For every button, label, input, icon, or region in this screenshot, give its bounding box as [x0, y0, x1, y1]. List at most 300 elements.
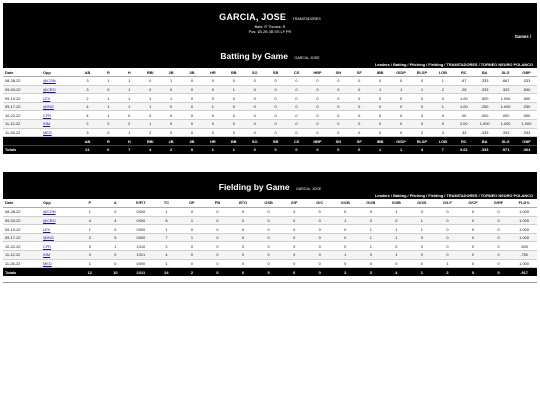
totals-cell: 0 [328, 145, 349, 154]
table-cell: 1.000 [511, 225, 537, 234]
table-cell: 0 [179, 208, 205, 217]
table-cell: 1 [119, 102, 140, 111]
fielding-column-header[interactable]: BTO [230, 199, 256, 208]
batting-footer-label: SH [328, 137, 349, 146]
table-cell: .500 [511, 242, 537, 251]
table-cell: .67 [453, 77, 474, 86]
table-cell: 0 [223, 120, 244, 129]
table-cell: 0 [244, 102, 265, 111]
table-row [3, 259, 537, 268]
table-cell: 0 [349, 128, 370, 137]
batting-footer-label: BA [474, 137, 495, 146]
table-cell: 0 [307, 77, 328, 86]
fielding-column-header[interactable]: G/RF [486, 199, 512, 208]
table-cell: 0 [205, 233, 231, 242]
table-cell: 0 [460, 242, 486, 251]
table-cell: 0 [349, 85, 370, 94]
table-cell [41, 94, 77, 103]
table-cell: 1 [358, 242, 384, 251]
table-cell [41, 128, 77, 137]
opponent-link[interactable]: @CON [43, 209, 56, 215]
table-cell: 0 [205, 208, 231, 217]
bottom-divider [3, 282, 537, 283]
totals-cell: 21 [77, 145, 98, 154]
batting-title: Batting by Game [220, 51, 288, 61]
fielding-section-header [3, 172, 537, 190]
opponent-link[interactable]: LEV [43, 226, 51, 232]
table-cell: 0 [486, 233, 512, 242]
totals-blank-cell [41, 145, 77, 154]
games-link[interactable]: Games / [3, 33, 537, 41]
table-cell: 2 [77, 94, 98, 103]
totals-cell: 2 [435, 268, 461, 277]
table-cell: 0 [223, 111, 244, 120]
opponent-link[interactable]: CFR [43, 112, 51, 118]
table-cell: 1 [384, 251, 410, 260]
table-cell: .750 [511, 251, 537, 260]
table-cell: 0 [460, 233, 486, 242]
table-cell: 1 [179, 216, 205, 225]
table-cell: 1.000 [495, 120, 516, 129]
table-cell: .333 [495, 85, 516, 94]
table-cell: 0 [435, 225, 461, 234]
table-cell: 0 [307, 242, 333, 251]
table-cell: 2 [98, 120, 119, 129]
totals-cell: 24 [154, 268, 180, 277]
table-cell: 7 [154, 233, 180, 242]
fielding-column-header[interactable]: G/CF [460, 199, 486, 208]
table-cell: 5 [103, 233, 129, 242]
table-cell: 0 [205, 225, 231, 234]
fielding-column-header[interactable]: TC [154, 199, 180, 208]
table-cell: 1 [140, 120, 161, 129]
table-cell: 0 [409, 259, 435, 268]
table-cell: 1 [98, 77, 119, 86]
table-cell: 0 [370, 77, 391, 86]
table-cell: 11-26-22 [3, 128, 41, 137]
table-cell: 0 [370, 111, 391, 120]
table-cell: 0 [307, 120, 328, 129]
fielding-column-header[interactable]: A [103, 199, 129, 208]
table-cell: 2.00 [453, 120, 474, 129]
table-cell: .000 [516, 111, 537, 120]
batting-nav[interactable]: Leaders / Batting / Pitching / Fielding / TRAMITADORES / TORNEO NEURO POLANCO [3, 59, 537, 68]
table-cell: 0 [412, 77, 433, 86]
table-cell: 0 [256, 233, 282, 242]
fielding-column-header[interactable]: OSB [256, 199, 282, 208]
table-cell: 0 [182, 85, 203, 94]
table-cell: 3 [77, 85, 98, 94]
fielding-column-header[interactable]: G/SS [409, 199, 435, 208]
table-cell: 0 [230, 225, 256, 234]
fielding-body [3, 208, 537, 268]
table-cell: .500 [474, 94, 495, 103]
table-cell: 0 [286, 102, 307, 111]
batting-footer-label: 2B [161, 137, 182, 146]
table-cell: 1 [432, 77, 453, 86]
totals-cell: 0 [244, 145, 265, 154]
table-cell: 0 [230, 251, 256, 260]
totals-cell: 0 [230, 268, 256, 277]
batting-column-header[interactable]: Date [3, 68, 41, 77]
table-cell: 1 [154, 225, 180, 234]
table-cell: 0 [486, 216, 512, 225]
table-cell: 0 [409, 208, 435, 217]
table-cell: 0 [328, 94, 349, 103]
table-cell [41, 111, 77, 120]
fielding-column-header[interactable]: G/LF [435, 199, 461, 208]
table-cell: 0 [286, 94, 307, 103]
fielding-subtitle: GARCIA, JOSE [296, 186, 322, 191]
player-bats-throws: Bats: R Throws: R [254, 25, 286, 29]
opponent-link[interactable]: CFR [43, 243, 51, 249]
table-cell: 0 [230, 242, 256, 251]
table-cell: 0 [77, 242, 103, 251]
table-cell: 4 [154, 251, 180, 260]
table-cell: 0 [307, 128, 328, 137]
table-cell: 0 [244, 111, 265, 120]
opponent-link[interactable]: MED [43, 260, 52, 266]
batting-header-row [3, 68, 537, 77]
table-cell: 1 [140, 102, 161, 111]
fielding-column-header[interactable]: E/F/T [128, 199, 154, 208]
table-row [3, 128, 537, 137]
table-cell: 0 [182, 77, 203, 86]
batting-column-header[interactable]: GIDP [391, 68, 412, 77]
table-cell: 1 [358, 225, 384, 234]
table-cell: 0 [202, 94, 223, 103]
table-cell: 0/0/0 [128, 259, 154, 268]
table-cell: 0 [358, 216, 384, 225]
totals-cell: 10 [103, 268, 129, 277]
table-row [3, 216, 537, 225]
totals-cell: 3 [358, 268, 384, 277]
table-cell: 0 [349, 120, 370, 129]
batting-footer-label [3, 137, 41, 146]
table-cell: 1.000 [516, 120, 537, 129]
table-cell: 0 [486, 251, 512, 260]
table-cell: 0 [103, 208, 129, 217]
table-cell [41, 216, 77, 225]
batting-footer-label: HR [202, 137, 223, 146]
table-row [3, 77, 537, 86]
table-cell: 0 [307, 225, 333, 234]
table-cell: 0 [435, 242, 461, 251]
fielding-column-header[interactable]: G/C [307, 199, 333, 208]
table-cell: 0 [202, 120, 223, 129]
table-cell: 0 [265, 128, 286, 137]
table-cell: 1 [384, 233, 410, 242]
table-cell: 0 [432, 94, 453, 103]
table-cell: 0 [179, 259, 205, 268]
batting-column-header[interactable]: Opp [41, 68, 77, 77]
table-cell: 0 [230, 233, 256, 242]
table-cell: 1.000 [474, 120, 495, 129]
table-cell: 0 [486, 259, 512, 268]
table-cell: 0 [244, 120, 265, 129]
player-name: GARCIA, JOSE [219, 12, 287, 22]
opponent-link[interactable]: @ING [43, 235, 54, 241]
fielding-column-header[interactable]: G/2B [358, 199, 384, 208]
table-cell: 0 [412, 94, 433, 103]
table-cell: 1.00 [453, 102, 474, 111]
batting-column-header[interactable]: 3B [182, 68, 203, 77]
table-cell [41, 233, 77, 242]
table-cell: .333 [474, 85, 495, 94]
fielding-totals-row [3, 268, 537, 277]
batting-column-header[interactable]: SB [265, 68, 286, 77]
table-cell: 0 [119, 111, 140, 120]
table-cell: 0 [286, 111, 307, 120]
opponent-link[interactable]: LEV [43, 95, 51, 101]
table-cell: 0 [328, 111, 349, 120]
table-cell: 0 [202, 111, 223, 120]
totals-cell: 7 [119, 145, 140, 154]
batting-column-header[interactable]: LOB [432, 68, 453, 77]
table-cell: 0 [307, 259, 333, 268]
batting-column-header[interactable]: BA [474, 68, 495, 77]
totals-cell: 0 [256, 268, 282, 277]
table-cell: 0 [307, 251, 333, 260]
table-cell: 0 [281, 233, 307, 242]
table-cell: 0 [202, 85, 223, 94]
totals-cell: 1 [223, 145, 244, 154]
table-row [3, 233, 537, 242]
fielding-column-header[interactable]: G/1B [332, 199, 358, 208]
table-cell: 2 [412, 128, 433, 137]
table-cell: .33 [453, 128, 474, 137]
table-cell: 1 [119, 94, 140, 103]
table-cell: 0 [307, 94, 328, 103]
table-cell: 0 [281, 216, 307, 225]
totals-cell: 0 [286, 145, 307, 154]
table-cell: 0 [358, 259, 384, 268]
table-cell: 0 [265, 85, 286, 94]
table-cell: 0 [281, 208, 307, 217]
table-cell: 0 [179, 251, 205, 260]
batting-column-header[interactable]: IBB [370, 68, 391, 77]
table-cell: 0 [349, 94, 370, 103]
table-cell: 0 [244, 85, 265, 94]
table-cell: 4 [103, 216, 129, 225]
table-cell: .333 [495, 128, 516, 137]
batting-column-header[interactable]: RC [453, 68, 474, 77]
table-cell: 0 [460, 225, 486, 234]
opponent-link[interactable]: @CRO [43, 86, 56, 92]
table-cell: 0 [432, 111, 453, 120]
table-cell: 0 [179, 242, 205, 251]
table-cell: 0 [307, 85, 328, 94]
table-cell: .25 [453, 85, 474, 94]
totals-cell: 2 [332, 268, 358, 277]
table-cell: 0 [179, 225, 205, 234]
totals-cell: 0 [182, 145, 203, 154]
batting-column-header[interactable]: OBP [516, 68, 537, 77]
table-cell: 0 [349, 111, 370, 120]
table-cell: 1 [202, 102, 223, 111]
table-cell: 11-12-22 [3, 120, 41, 129]
table-cell: 0 [161, 102, 182, 111]
table-cell: 0 [486, 225, 512, 234]
player-header [3, 3, 537, 33]
table-cell: 0 [409, 233, 435, 242]
fielding-title: Fielding by Game [218, 181, 290, 192]
table-cell: 0 [435, 251, 461, 260]
fielding-column-header[interactable]: G/3B [384, 199, 410, 208]
table-cell: 0 [391, 102, 412, 111]
table-cell: 0 [286, 120, 307, 129]
fielding-column-header[interactable]: DP [179, 199, 205, 208]
fielding-nav[interactable]: Leaders / Batting / Pitching / Fielding / TRAMITADORES / TORNEO NEURO POLANCO [3, 190, 537, 199]
table-cell: 0 [409, 242, 435, 251]
fielding-column-header[interactable]: PB [205, 199, 231, 208]
table-cell: .250 [474, 102, 495, 111]
fielding-column-header[interactable]: P [77, 199, 103, 208]
table-row [3, 111, 537, 120]
totals-cell: 1 [409, 268, 435, 277]
batting-column-header[interactable]: H [119, 68, 140, 77]
table-cell: 09-03-22 [3, 216, 41, 225]
table-cell: 11-12-22 [3, 251, 41, 260]
table-cell: 1.000 [511, 216, 537, 225]
batting-column-header[interactable]: AB [77, 68, 98, 77]
table-cell: 0/0/0 [128, 233, 154, 242]
batting-column-header[interactable]: SLG [495, 68, 516, 77]
table-cell: .333 [474, 77, 495, 86]
table-cell [41, 77, 77, 86]
table-cell: 1 [332, 251, 358, 260]
table-cell: 2 [119, 120, 140, 129]
table-cell: 0 [358, 208, 384, 217]
batting-footer-label [41, 137, 77, 146]
table-cell: 0/0/0 [128, 216, 154, 225]
table-cell: 0 [223, 77, 244, 86]
table-cell: 0 [332, 225, 358, 234]
table-cell: 0 [161, 128, 182, 137]
table-cell: 1 [370, 85, 391, 94]
batting-column-header[interactable]: RLSP [412, 68, 433, 77]
batting-footer-label: BB [223, 137, 244, 146]
fielding-header-row [3, 199, 537, 208]
table-cell: 1 [384, 225, 410, 234]
table-cell: 0 [432, 120, 453, 129]
table-cell: 0 [435, 233, 461, 242]
table-cell: 4 [77, 216, 103, 225]
batting-column-header[interactable]: BB [223, 68, 244, 77]
batting-column-header[interactable]: 2B [161, 68, 182, 77]
table-cell: 0 [391, 120, 412, 129]
table-cell [41, 85, 77, 94]
table-cell: 1.000 [511, 259, 537, 268]
table-cell: 0 [103, 225, 129, 234]
batting-column-header[interactable]: HBP [307, 68, 328, 77]
table-cell: 0 [391, 111, 412, 120]
opponent-link[interactable]: MED [43, 129, 52, 135]
batting-column-header[interactable]: R [98, 68, 119, 77]
fielding-column-header[interactable]: G/P [281, 199, 307, 208]
table-cell [41, 102, 77, 111]
table-cell: 11-26-22 [3, 259, 41, 268]
table-cell: 1 [384, 208, 410, 217]
batting-column-header[interactable]: HR [202, 68, 223, 77]
table-cell: 0 [140, 85, 161, 94]
table-cell: 0 [202, 128, 223, 137]
table-cell [41, 120, 77, 129]
batting-column-header[interactable]: CS [286, 68, 307, 77]
player-positions: Pos: 1B 2B 3B SS LF PR [248, 30, 292, 34]
opponent-link[interactable]: @CRO [43, 217, 56, 223]
table-cell: 3 [77, 128, 98, 137]
table-cell: 0 [265, 102, 286, 111]
table-cell: .250 [516, 102, 537, 111]
totals-cell: 2 [179, 268, 205, 277]
batting-totals-row [3, 145, 537, 154]
table-cell: 0 [460, 259, 486, 268]
table-cell: 0 [205, 251, 231, 260]
table-cell [41, 242, 77, 251]
table-cell: 1.00 [453, 94, 474, 103]
table-cell: 0 [244, 77, 265, 86]
opponent-link[interactable]: @ING [43, 104, 54, 110]
table-cell: 0 [265, 94, 286, 103]
table-cell: 1.000 [495, 102, 516, 111]
table-cell: 0 [286, 128, 307, 137]
table-cell: 0 [460, 216, 486, 225]
totals-cell: 0 [205, 268, 231, 277]
fielding-column-header[interactable]: Date [3, 199, 41, 208]
table-cell: 0 [161, 111, 182, 120]
table-cell: 0 [161, 85, 182, 94]
batting-column-header[interactable]: SF [349, 68, 370, 77]
opponent-link[interactable]: INM [43, 121, 51, 127]
opponent-link[interactable]: @CON [43, 78, 56, 84]
table-cell: 0 [161, 120, 182, 129]
table-cell: 4 [77, 102, 98, 111]
table-cell: 0 [328, 120, 349, 129]
table-cell: 0 [182, 94, 203, 103]
batting-column-header[interactable]: SH [328, 68, 349, 77]
totals-cell: 4 [140, 145, 161, 154]
totals-cell: .333 [474, 145, 495, 154]
totals-label: Totals [3, 268, 41, 277]
batting-column-header[interactable]: SO [244, 68, 265, 77]
table-cell: 0 [391, 128, 412, 137]
batting-footer-label: H [119, 137, 140, 146]
batting-footer-label: LOB [432, 137, 453, 146]
totals-cell: .364 [516, 145, 537, 154]
table-cell: 3 [432, 128, 453, 137]
table-cell: 09-10-22 [3, 225, 41, 234]
totals-cell: 0 [486, 268, 512, 277]
totals-cell: 4 [412, 145, 433, 154]
table-cell: 3 [77, 77, 98, 86]
table-row [3, 120, 537, 129]
batting-footer-label: SO [244, 137, 265, 146]
batting-column-header[interactable]: RBI [140, 68, 161, 77]
table-cell: 1 [77, 259, 103, 268]
table-cell: 0 [256, 242, 282, 251]
fielding-column-header[interactable]: FLD% [511, 199, 537, 208]
table-cell: 0 [370, 120, 391, 129]
table-cell: .500 [516, 94, 537, 103]
fielding-column-header[interactable]: Opp [41, 199, 77, 208]
table-cell: 0 [182, 111, 203, 120]
opponent-link[interactable]: INM [43, 252, 51, 258]
table-row [3, 225, 537, 234]
table-cell: 0 [256, 225, 282, 234]
table-cell: 1/0/1 [128, 251, 154, 260]
table-cell: 08-28-22 [3, 208, 41, 217]
